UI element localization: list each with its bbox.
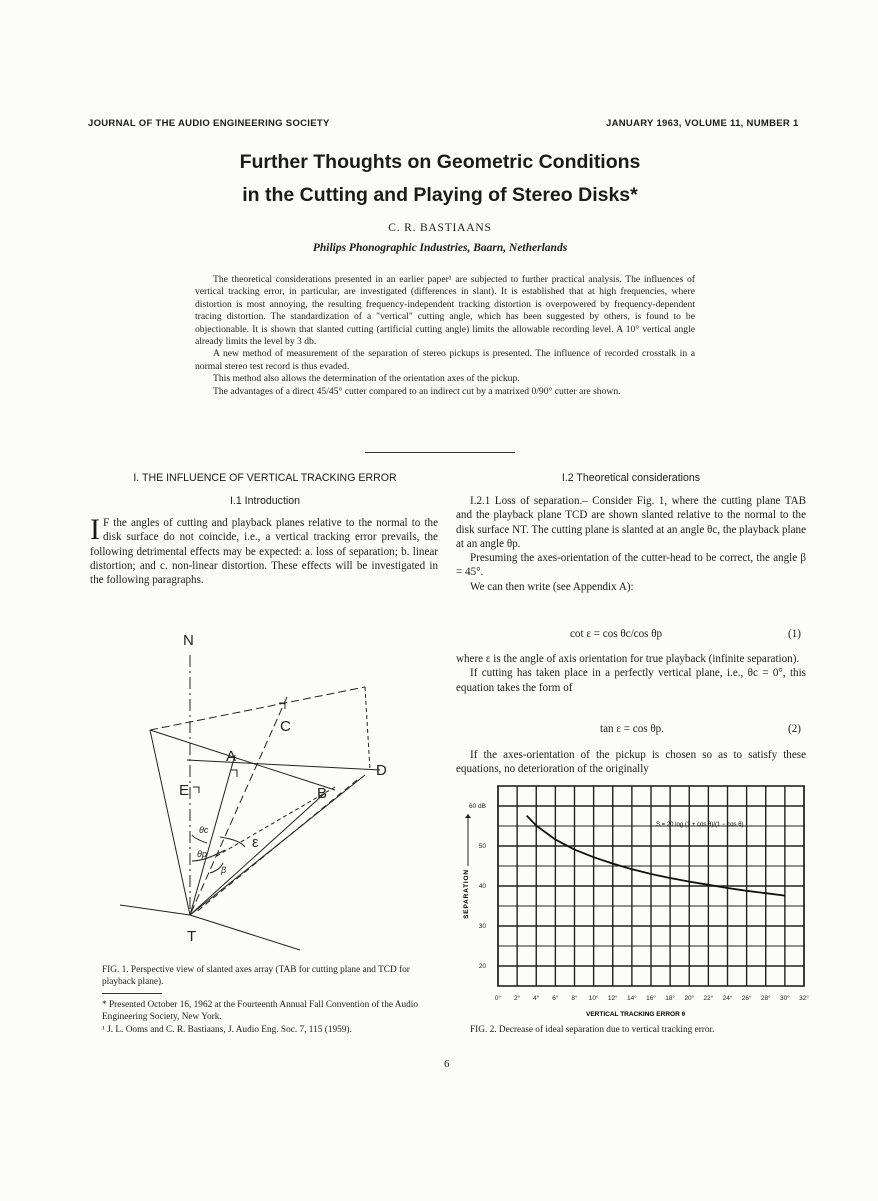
- line-C-D: [365, 687, 370, 770]
- x-tick-label: 14°: [626, 995, 637, 1002]
- footnote-rule: [102, 993, 162, 994]
- right-angle-E: [193, 787, 199, 793]
- label-E: E: [179, 782, 190, 799]
- abstract-paragraph: This method also allows the determination of the orientation axes of the pickup.: [213, 373, 520, 385]
- subsection-heading: I.1 Introduction: [229, 495, 301, 507]
- affiliation: Philips Phonographic Industries, Baarn, Netherlands: [312, 242, 568, 254]
- x-axis-label: VERTICAL TRACKING ERROR θ: [586, 1011, 686, 1018]
- x-tick-label: 10°: [588, 995, 599, 1002]
- y-tick-label: 40: [478, 883, 486, 890]
- figure-1-diagram: [95, 625, 425, 955]
- x-tick-label: 24°: [722, 995, 733, 1002]
- x-tick-label: 32°: [799, 995, 809, 1002]
- intro-text: F the angles of cutting and playback planes relative to the normal to the disk surface do not coincide, i.e., a vertical tracking error prevails, the following detrimental effects may be expected: a. loss of separation; b. linear distortion; and c. non-linear distortion. These effects will be investigated in the following paragraphs.: [90, 517, 438, 587]
- label-T: T: [187, 928, 197, 945]
- abstract: [195, 274, 695, 398]
- y-axis-label: SEPARATION: [463, 869, 470, 919]
- label-theta-c: θc: [199, 825, 209, 835]
- label-theta-p: θp: [197, 849, 207, 859]
- x-tick-label: 20°: [684, 995, 695, 1002]
- abstract-paragraph: The advantages of a direct 45/45° cutter compared to an indirect cut by a matrixed 0/90° cutter are shown.: [213, 385, 621, 397]
- figure-1-caption: FIG. 1. Perspective view of slanted axes array (TAB for cutting plane and TCD for playback plane).: [102, 965, 410, 987]
- line-D-T-dashed: [195, 780, 357, 913]
- y-tick-label: 30: [478, 923, 486, 930]
- angle-arc-thc: [192, 835, 207, 843]
- abstract-paragraph: The theoretical considerations presented in an earlier paper¹ are subjected to further practical analysis. The influences of vertical tracking error, in particular, are investigated (differences in slant). It is established that at high frequencies, where distortion is most annoying, the resulting frequency-independent tracking distortion is overpowered by frequency-dependent tracing distortion. The standardization of a "vertical" cutting angle, which has been suggested by others, is found to be objectionable. It is shown that slanted cutting (artificial cutting angle) limits the allowable recording level. A 10° vertical angle already limits the level by 3 db.: [195, 274, 695, 348]
- intro-paragraph: [90, 513, 438, 587]
- x-tick-label: 22°: [703, 995, 714, 1002]
- footnote-presented: * Presented October 16, 1962 at the Fourteenth Annual Fall Convention of the Audio Engineering Society, New York.: [102, 1000, 419, 1022]
- equation-1-number: (1): [788, 628, 801, 640]
- x-tick-label: 28°: [760, 995, 771, 1002]
- section-heading: I. THE INFLUENCE OF VERTICAL TRACKING ERROR: [133, 472, 397, 484]
- equation-2-number: (2): [788, 723, 801, 735]
- footnote-reference: ¹ J. L. Ooms and C. R. Bastiaans, J. Audio Eng. Soc. 7, 115 (1959).: [102, 1025, 352, 1035]
- page-number: 6: [444, 1058, 450, 1070]
- x-tick-label: 2°: [514, 995, 521, 1002]
- chart-grid: [498, 786, 804, 986]
- right-column-text-2: [456, 652, 806, 695]
- right-column-text: [456, 494, 806, 594]
- x-tick-label: 0°: [494, 995, 502, 1002]
- section-divider: [365, 452, 515, 453]
- line-B-T: [190, 793, 325, 915]
- chart-formula: S = 20 log (1 + cos θ)/(1 − cos θ): [656, 822, 744, 828]
- y-tick-label: 20: [478, 963, 486, 970]
- paragraph: where ε is the angle of axis orientation for true playback (infinite separation).: [456, 653, 800, 665]
- paragraph: I.2.1 Loss of separation.– Consider Fig. 1, where the cutting plane TAB and the playback plane TCD are shown slanted relative to the normal to the disk surface NT. The cutting plane is slanted at an angle θc, the playback plane at an angle θp.: [456, 495, 806, 550]
- issue-info: JANUARY 1963, VOLUME 11, NUMBER 1: [606, 118, 799, 129]
- line-left-B: [150, 730, 335, 790]
- figure-2-caption: FIG. 2. Decrease of ideal separation due to vertical tracking error.: [470, 1025, 715, 1035]
- label-B: B: [317, 785, 328, 802]
- y-axis-arrow-head: [465, 814, 471, 818]
- x-tick-label: 18°: [665, 995, 676, 1002]
- x-tick-label: 6°: [552, 995, 559, 1002]
- journal-name: JOURNAL OF THE AUDIO ENGINEERING SOCIETY: [88, 118, 330, 129]
- y-tick-label: 50: [478, 843, 486, 850]
- x-tick-label: 26°: [741, 995, 752, 1002]
- x-tick-label: 8°: [571, 995, 578, 1002]
- drop-cap: I: [90, 513, 100, 546]
- label-A: A: [226, 748, 237, 765]
- label-N: N: [183, 632, 194, 649]
- author: C. R. BASTIAANS: [388, 222, 492, 234]
- line-A-D: [187, 760, 380, 770]
- equation-1: cot ε = cos θc/cos θp: [570, 628, 663, 640]
- line-T-left-base: [120, 905, 190, 915]
- right-column-text-3: [456, 748, 806, 777]
- article-title: [150, 146, 730, 212]
- title-line-1: Further Thoughts on Geometric Conditions: [239, 151, 641, 173]
- y-tick-label: 60 dB: [469, 803, 486, 810]
- x-tick-label: 30°: [779, 995, 790, 1002]
- label-C: C: [280, 718, 291, 735]
- equation-2: tan ε = cos θp.: [600, 723, 664, 735]
- x-tick-label: 16°: [646, 995, 656, 1002]
- x-tick-label: 4°: [533, 995, 540, 1002]
- figure-2-chart: [456, 778, 816, 1023]
- paragraph: We can then write (see Appendix A):: [470, 580, 634, 593]
- right-angle-A: [231, 770, 237, 777]
- label-beta: β: [221, 865, 227, 875]
- label-epsilon: ε: [252, 834, 259, 851]
- paragraph: Presuming the axes-orientation of the cutter-head to be correct, the angle β = 45°.: [456, 552, 806, 579]
- label-D: D: [376, 762, 387, 779]
- paragraph: If cutting has taken place in a perfectly vertical plane, i.e., θc = 0°, this equation takes the form of: [456, 667, 806, 694]
- line-top-dashed: [150, 687, 365, 730]
- line-C-T: [190, 697, 287, 915]
- x-tick-label: 12°: [607, 995, 618, 1002]
- paragraph: If the axes-orientation of the pickup is chosen so as to satisfy these equations, no deterioration of the originally: [456, 749, 806, 776]
- line-T-left: [150, 730, 190, 915]
- subsection-heading: I.2 Theoretical considerations: [561, 472, 701, 484]
- title-line-2: in the Cutting and Playing of Stereo Disks*: [242, 184, 638, 206]
- line-T-right-base: [190, 915, 300, 950]
- line-A-T: [190, 755, 235, 915]
- abstract-paragraph: A new method of measurement of the separation of stereo pickups is presented. The influence of recorded crosstalk in a normal stereo test record is thus evaded.: [195, 348, 695, 372]
